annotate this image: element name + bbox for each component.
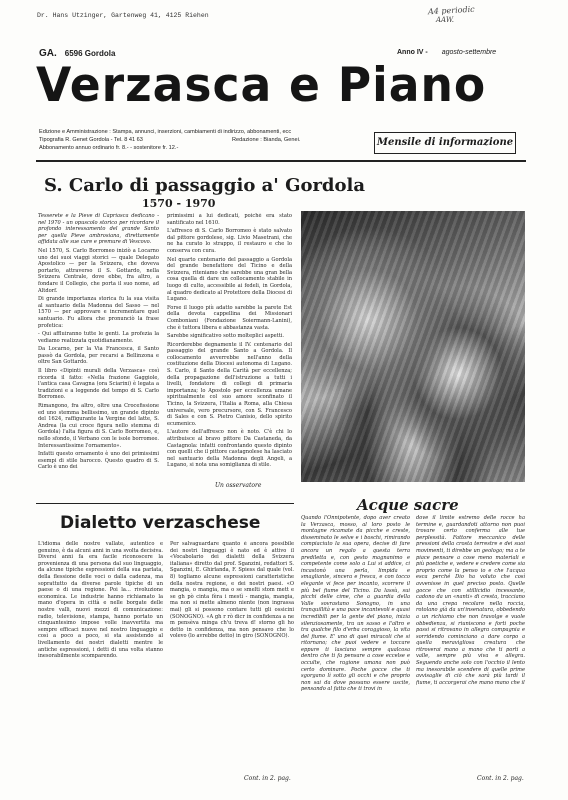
mensile-box: Mensile di informazione xyxy=(374,132,516,154)
article1-dates: 1570 - 1970 xyxy=(142,197,216,210)
article1-paragraph: Ricorderebbe degnamente il IV. centenario del passaggio del grande Santo a Gordola. Il collocamento avverrebbe nell'anno della costituzione della Diocesi autonoma di Lugano. S. Carlo, il Santo della Carità per eccellenza; della propagazione dell'istruzione a tutti i livelli, fondatore di collegi di primaria importanza; lo Apostolo per eccellenza umane spiritualmente col suo amore sconfinato il Ticino, la Svizzera, l'Italia a Roma, alla Chiesa universale, vero precursore, con S. Francesco di Sales e con S. Pietro Canisio, dello spirito ecumenico. xyxy=(167,341,292,427)
article2-continued: Cont. in 2. pag. xyxy=(477,775,524,782)
article1-paragraph: L'autore dell'affresco non è noto. C'è chi lo attribuisce al bravo pittore Da Castaneda, da Castagnola: infatti confrontando questo dipinto con quelli che il pittore castagnolese ha lasciato nel santuario della Madonna degli Angeli, a Lugano, si nota una somiglianza di stile. xyxy=(167,429,292,469)
ga-code: GA. xyxy=(39,48,57,59)
article1-paragraph: primissimi a lui dedicati, poiché era stato santificato nel 1610. xyxy=(167,213,292,226)
article3-continued: Cont. in 2. pag. xyxy=(244,775,291,782)
handwritten-note-2: AAW. xyxy=(436,16,455,24)
issue-number: Anno IV - xyxy=(397,49,428,56)
address-stamp: Dr. Hans Utzinger, Gartenweg 41, 4125 Riehen xyxy=(37,12,209,19)
article1-intro: Tesserete e la Pieve di Capriasca dedicano - nel 1970 - un opuscolo storico per ricordare il profondo interessamento del grande Santo per quella Pieve ambrosiana, direttamente affidata alle sue cure e premure di Vescovo. xyxy=(38,213,159,246)
article2-column-2: dove il limite estremo delle rocce ha termine e, guardandoti attorno non puoi trovare certo conferma alle tue perplessità. Fattore meccanico delle pressioni della crosta terrestre e dei suoi movimenti, ti direbbe un geologo; ma a te piace pensare a cose meno materiali e più poetiche e, vedere e credere come sia proprio come la penso io e che l'acqua esca perché Dio ha voluto che così avvenisse in quel preciso posto. Quelle gocce che con stillicidio incessante, cadono da un «nanti» di cresta, tracciano da una crepa recolare nella roccia, rotolano già da un'insenatura, obbedendo a un richiamo che non travolge e vuole obbedienza, si riuniscono e forti poche passi si ritrovano in allegra compagnia e sorridendo cominciano a dare corpo a quella meravigliosa creatura che ritroverai mano a mano che ti porti a valle, sempre più viva e allegra. Seguendo anche solo con l'occhio il lento ma inesorabile scendere di quelle prime avvisaglie di ciò che sarà più tardi il fiume, ti accorgerai che mano mano che il xyxy=(416,515,525,686)
article1-title: S. Carlo di passaggio a' Gordola xyxy=(44,175,366,196)
section-divider xyxy=(36,503,294,504)
article1-paragraph: Il libro «Dipinti murali della Verzasca» così ricorda il fatto: «Nella frazione Gaggiole, l'antica casa Cavagna (ora Sciarini) è legata a tradizioni e a leggende del tempo di S. Carlo Borromeo. xyxy=(38,368,159,401)
header-divider xyxy=(36,160,526,162)
article1-paragraph: Nel 1570, S. Carlo Borromeo iniziò a Locarno uno dei suoi viaggi storici — quale Delegato Apostolico — per la Svizzera, che doveva portarlo, attraverso il S. Gottardo, nella Svizzera Centrale, dove ebbe, fra altro, a fondare il Collegio, che porta il suo nome, ad Altdorf. xyxy=(38,247,159,294)
article1-paragraph: L'affresco di S. Carlo Borromeo è stato salvato dal pittore gordolese, sig. Livio Masetrani, che ne ha curato lo strappo, il restauro e che lo conserva con cura. xyxy=(167,228,292,254)
article1-paragraph: Di grande importanza storica fu la sua visita al santuario della Madonna del Sasso — nel 1570 — per approvare e incrementare quel santuario. Fu allora che pronunciò la frase profetica: xyxy=(38,296,159,329)
article1-paragraph: Forse il luogo più adatto sarebbe la parete Est della devota cappellina dei Missionari Comboniani (Fondazione Soiermann-Lanini), che è tuttora libera e abbastanza vasta. xyxy=(167,304,292,331)
article1-paragraph: Nel quarto centenario del passaggio a Gordola del grande benefattore del Ticino e della Svizzera, riteniamo che sarebbe una gran bella cosa quella di dare un collocamento stabile in luogo di culto, accessibile ai fedeli, in Gordola, al quadro dedicato al Protettore della Diocesi di Lugano. xyxy=(167,256,292,303)
issue-info xyxy=(397,49,496,56)
article1-paragraph: - Qui affluiranno tutte le genti. La profezia la vediamo realizzata quotidianamente. xyxy=(38,331,159,344)
article1-paragraph: Da Locarno, per la Via Francesca, il Santo passò da Gordola, per recarsi a Bellinzona e oltre San Gottardo. xyxy=(38,346,159,366)
handwritten-note: A4 periodic xyxy=(427,4,475,17)
article1-signature: Un osservatore xyxy=(215,482,262,489)
article1-paragraph: Sarebbe significativo sotto molteplici aspetti. xyxy=(167,333,285,340)
article3-title: Dialetto verzaschese xyxy=(60,513,261,533)
publisher-line-1: Edizione e Amministrazione : Stampa, annunci, inserzioni, cambiamenti di indirizzo, abbonamenti, ecc xyxy=(39,129,292,135)
article2-title: Acque sacre xyxy=(357,496,459,514)
article1-paragraph: Rimangono, fra altro, oltre una Crocefissione ed uno stemma bellissimo, un grande dipinto del 1624, raffigurante la Vergine del latte, S. Andrea (la cui croce figura nello stemma di Gordola) l'alta figura di S. Carlo Borromeo, e, nello sfondo, il Verbano con le isole borromee. Interessantissime l'ornamento». xyxy=(38,403,159,449)
subscription-line: Abbonamento annuo ordinario fr. 8.- - sostenitore fr. 12.- xyxy=(39,145,179,151)
article1-paragraph: Infatti questo ornamento è uno dei primissimi esempi di stile barocco. Questo quadro di S. Carlo è uno dei xyxy=(38,451,159,471)
article3-column-1: L'idioma delle nostre vallate, autentico e genuino, è da alcuni anni in una svolta decisiva. Diversi anni fa era facile riconoscere la provenienza di una persona dal suo linguaggio, da alcune tipiche espressioni della sua parlata, della flessione delle voci o dalla cadenza, ma soprattutto da diverse parole tipiche di un paese o di una regione. Poi la... rivoluzione economica. Le industrie hanno richiamato la mano d'opera in città e nelle borgate delle nostre valli, nuovi mezzi di comunicazione: radio, televisione, stampa, hanno portato un cinquantesimo impose volle inavvertita ma sempre efficaci nuove nel nostro linguaggio e così a poco a poco, si sta assistendo al livellamento dei nostri dialetti mentre le antiche espressioni, i detti di una volta stanno inesorabilmente scomparendo. xyxy=(38,541,163,660)
article3-column-2: Per salvaguardare quanto è ancora possibile dei nostri linguaggi è nato ed è attivo il «Vocabolario dei dialetti della Svizzera italiana» diretto dal prof. Sganzini, redattori S. Sganzini, E. Ghirlanda, F. Spiess dal quale (vol. 8) togliamo alcune espressioni caratteristiche della nostra regione, e dei nostri paesi. «O mangia, o mangia, ma o se smelti stom mett e se gh pò cinta fèra i mestì - mangia, mangia, ma non si mette almeno niente (non ingrassa mai) gli si possono contare tutti gli ossicini (SONOGNO). «A gh r rò dicr in confidenza a ne m pensèva minga ch'u treva d! storno gli ho detto in confidenza, ma non pensavo che lo volevo (lo avrebbe detto) in giro (SONOGNO). xyxy=(170,541,294,640)
editorial-line: Redazione : Bianda, Genei. xyxy=(232,137,301,143)
article1-column-2 xyxy=(167,213,292,479)
masthead-title: Verzasca e Piano xyxy=(36,58,487,113)
ga-number: 6596 Gordola xyxy=(64,49,116,58)
publisher-line-2: Tipografia R. Genet Gordola - Tel. 8 41 63 xyxy=(39,137,143,143)
article2-column-1: Quando l'Onnipotente, dopo aver creato la Verzasca, mosso, al loro posto le montagne ricamate da picche e creste, disseminato le selve e i boschi, rimirando compiaciuto la sua opera, decise di fare ancora un regalo a questa terra prediletta e, con gesto magnanimo e competente come solo a Lui si addice, ci incastonò una perla, limpida e smagliante, sincera e fresca, e con tocco elegante vi fece per incanto, scorrere il più bel fiume del Ticino. Da lassù, sui picchi delle cime, che a guardia della Valle sovrastano Sonogno, in una tranquillità e una pace incantevoli e quasi incredibili per la gente del piano, inizia silenziosamente, tra un sasso e l'altro e tra qualche filo d'erba coraggioso, la vita del fiume. E' uno di quei miracoli che si ritornano; che puoi vedere e toccare eppure ti lasciano sempre qualcosa dentro che ti fa pensare a cose eccelse e occulte, che ragione umana non può certo dominare. Poche gocce che ti sgorgano lì sotto gli occhi e che proprio non sai da dove possano essere uscite, pensando al fatto che ti trovi in xyxy=(301,515,410,693)
issue-period: agosto-settembre xyxy=(441,49,497,56)
article1-column-1 xyxy=(38,213,159,493)
river-photo xyxy=(301,211,525,482)
